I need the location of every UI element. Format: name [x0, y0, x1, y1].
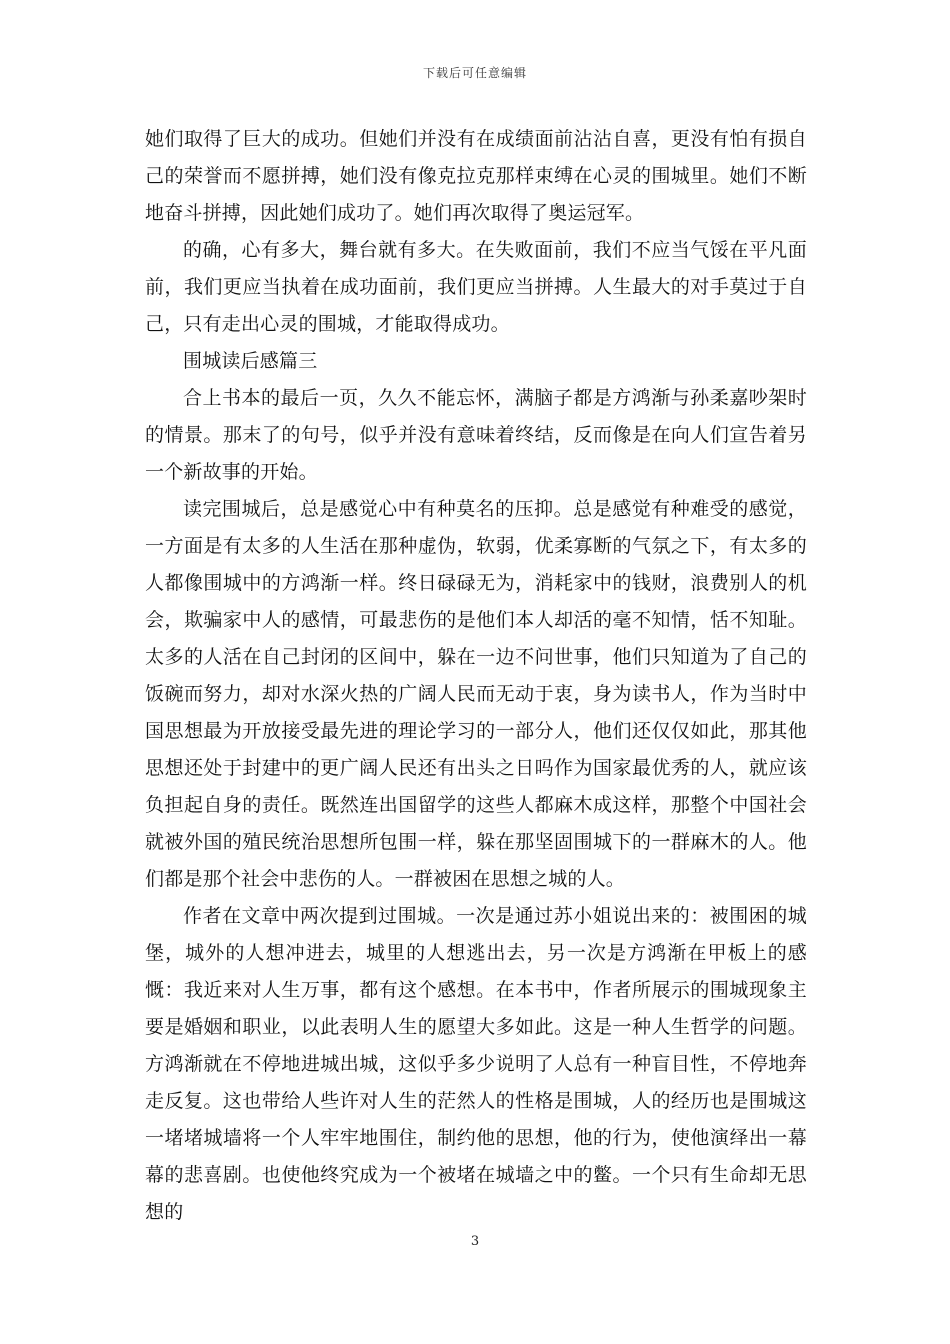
section-heading: 围城读后感篇三	[183, 350, 318, 372]
page-header: 下载后可任意编辑	[422, 66, 527, 80]
paragraph: 她们取得了巨大的成功。但她们并没有在成绩面前沾沾自喜，更没有怕有损自己的荣誉而不愿拼搏，她们没有像克拉克那样束缚在心灵的围城里。她们不断地奋斗拼搏，因此她们成功了。她们再次取得了奥运冠军。	[145, 128, 807, 224]
page-number: 3	[470, 1234, 480, 1249]
paragraph: 的确，心有多大，舞台就有多大。在失败面前，我们不应当气馁在平凡面前，我们更应当执着在成功面前，我们更应当拼搏。人生最大的对手莫过于自己，只有走出心灵的围城，才能取得成功。	[145, 239, 807, 335]
paragraph: 作者在文章中两次提到过围城。一次是通过苏小姐说出来的：被围困的城堡，城外的人想冲进去，城里的人想逃出去，另一次是方鸿渐在甲板上的感慨：我近来对人生万事，都有这个感想。在本书中，作者所展示的围城现象主要是婚姻和职业，以此表明人生的愿望大多如此。这是一种人生哲学的问题。方鸿渐就在不停地进城出城，这似乎多少说明了人总有一种盲目性，不停地奔走反复。这也带给人些许对人生的茫然人的性格是围城，人的经历也是围城这一堵堵城墙将一个人牢牢地围住，制约他的思想，他的行为，使他演绎出一幕幕的悲喜剧。也使他终究成为一个被堵在城墙之中的鳖。一个只有生命却无思想的	[145, 905, 807, 1223]
paragraph: 合上书本的最后一页，久久不能忘怀，满脑子都是方鸿渐与孙柔嘉吵架时的情景。那末了的句号，似乎并没有意味着终结，反而像是在向人们宣告着另一个新故事的开始。	[145, 387, 807, 483]
paragraph: 读完围城后，总是感觉心中有种莫名的压抑。总是感觉有种难受的感觉，一方面是有太多的人生活在那种虚伪，软弱，优柔寡断的气氛之下，有太多的人都像围城中的方鸿渐一样。终日碌碌无为，消耗家中的钱财，浪费别人的机会，欺骗家中人的感情，可最悲伤的是他们本人却活的毫不知情，恬不知耻。太多的人活在自己封闭的区间中，躲在一边不问世事，他们只知道为了自己的饭碗而努力，却对水深火热的广阔人民而无动于衷，身为读书人，作为当时中国思想最为开放接受最先进的理论学习的一部分人，他们还仅仅如此，那其他思想还处于封建中的更广阔人民还有出头之日吗作为国家最优秀的人，就应该负担起自身的责任。既然连出国留学的这些人都麻木成这样，那整个中国社会就被外国的殖民统治思想所包围一样，躲在那坚固围城下的一群麻木的人。他们都是那个社会中悲伤的人。一群被困在思想之城的人。	[145, 498, 807, 890]
document-body	[145, 121, 807, 1231]
